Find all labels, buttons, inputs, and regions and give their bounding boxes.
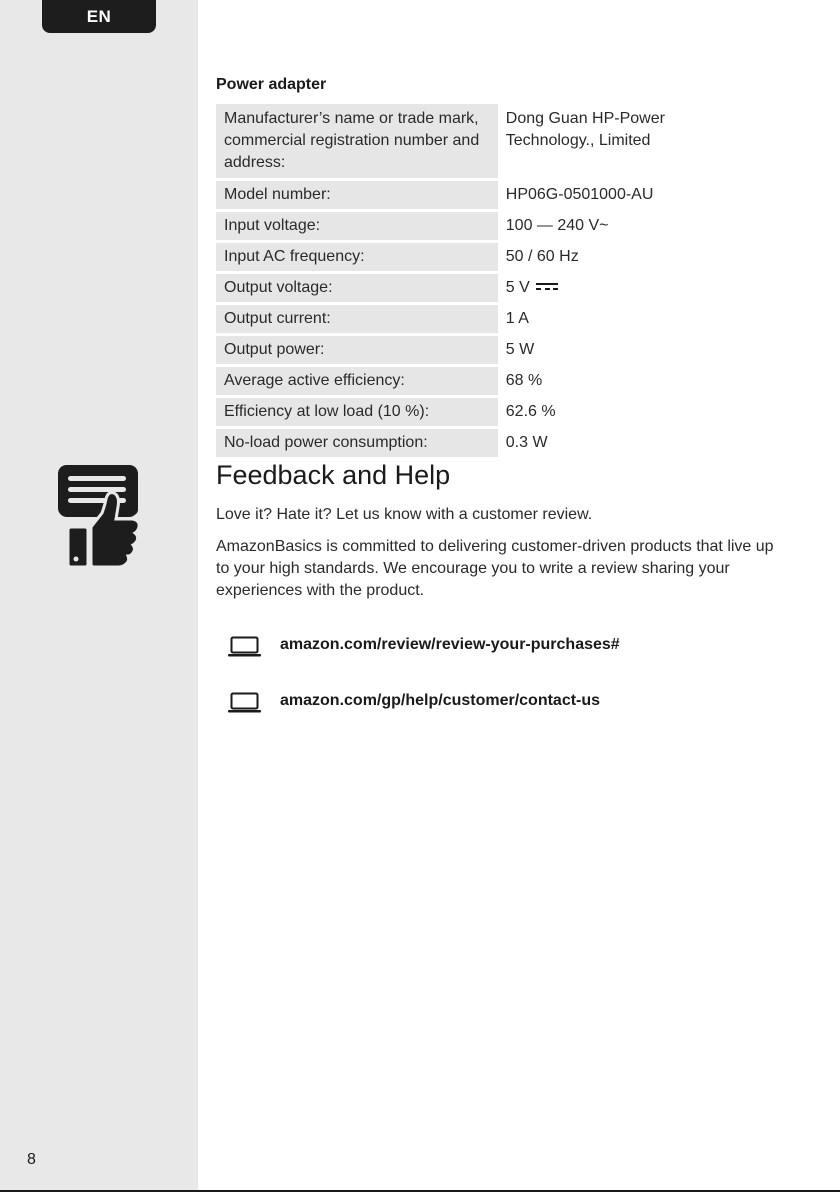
table-row bbox=[216, 336, 716, 364]
table-row bbox=[216, 104, 716, 178]
spec-label: Input AC frequency: bbox=[216, 243, 498, 271]
table-row bbox=[216, 305, 716, 333]
direct-current-icon bbox=[536, 282, 558, 292]
sidebar bbox=[0, 0, 198, 1190]
spec-value: 100 — 240 V~ bbox=[505, 217, 609, 234]
language-tab[interactable]: EN bbox=[42, 0, 156, 33]
page-number: 8 bbox=[27, 1151, 36, 1168]
spec-value bbox=[498, 104, 716, 178]
spec-value: 5 W bbox=[505, 341, 535, 358]
spec-value: 1 A bbox=[505, 310, 529, 327]
spec-label: Input voltage: bbox=[216, 212, 498, 240]
spec-label: No-load power consumption: bbox=[216, 429, 498, 457]
spec-value bbox=[498, 274, 716, 302]
table-row bbox=[216, 274, 716, 302]
review-link[interactable]: amazon.com/review/review-your-purchases# bbox=[280, 636, 620, 653]
spec-label: Output power: bbox=[216, 336, 498, 364]
contact-link[interactable]: amazon.com/gp/help/customer/contact-us bbox=[280, 692, 601, 709]
spec-label: Output voltage: bbox=[216, 274, 498, 302]
spec-label: Manufacturer’s name or trade mark, commercial registration number and address: bbox=[216, 104, 498, 178]
feedback-body: AmazonBasics is committed to delivering customer-driven products that live up to your high standards. We encourage you to write a review sharing your experiences with the product. bbox=[216, 538, 774, 599]
spec-label: Output current: bbox=[216, 305, 498, 333]
spec-label: Average active efficiency: bbox=[216, 367, 498, 395]
table-row bbox=[216, 181, 716, 209]
table-row bbox=[216, 243, 716, 271]
feedback-thumbs-up-icon bbox=[58, 465, 140, 569]
table-row bbox=[216, 429, 716, 457]
table-row bbox=[216, 367, 716, 395]
feedback-intro: Love it? Hate it? Let us know with a customer review. bbox=[216, 506, 593, 523]
table-row bbox=[216, 398, 716, 426]
laptop-icon bbox=[228, 636, 262, 658]
table-row bbox=[216, 212, 716, 240]
section-title-power-adapter: Power adapter bbox=[216, 76, 327, 93]
spec-label: Efficiency at low load (10 %): bbox=[216, 398, 498, 426]
spec-value: 68 % bbox=[505, 372, 543, 389]
spec-value: HP06G-0501000-AU bbox=[505, 186, 654, 203]
feedback-heading: Feedback and Help bbox=[216, 460, 451, 490]
spec-value-text: Dong Guan HP-Power Technology., Limited bbox=[505, 110, 665, 149]
spec-value: 50 / 60 Hz bbox=[505, 248, 579, 265]
spec-value-text: 5 V bbox=[505, 279, 530, 296]
spec-value: 62.6 % bbox=[505, 403, 556, 420]
spec-value: 0.3 W bbox=[505, 434, 548, 451]
spec-label: Model number: bbox=[216, 181, 498, 209]
laptop-icon bbox=[228, 692, 262, 714]
power-adapter-spec-table bbox=[216, 101, 716, 460]
